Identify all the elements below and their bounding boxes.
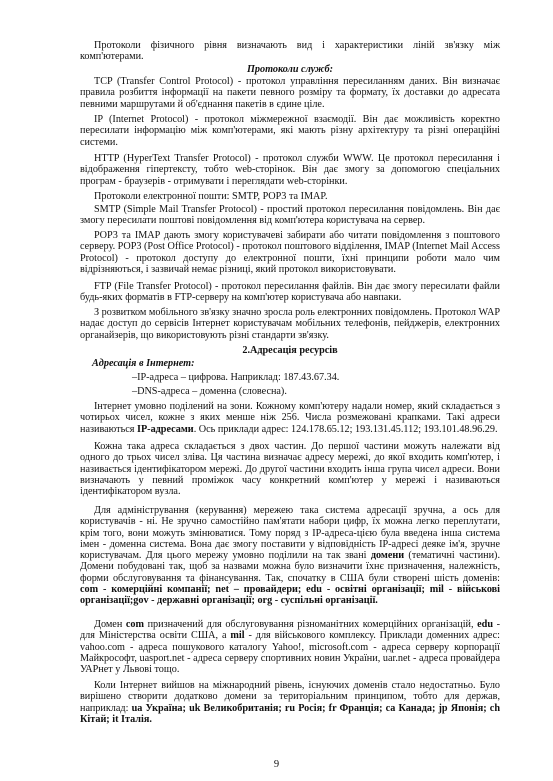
- paragraph-domain-system: [80, 505, 500, 607]
- term-ip-addresses: IP-адресами: [136, 423, 194, 435]
- zones-text-end: . Ось приклади адрес: 124.178.65.12; 193.131.45.112; 193.101.48.96.29.: [193, 423, 498, 435]
- term-mil: mil: [230, 630, 245, 642]
- domain-list-usa: com - комерційні компанії; net – провайдери; edu - освітні організації; mil - військові організації;gov - державні організації; org - суспільні організації.: [80, 584, 500, 607]
- term-domains: домени: [370, 550, 405, 562]
- paragraph-tcp: TCP (Transfer Control Protocol) - протокол управління пересиланням даних. Він визначає правила розбиття інформації на пакети певного розміру та формату, їх доставки до адресата певними маршрутами й об'єднання пакетів в єдине ціле.: [80, 76, 500, 110]
- paragraph-http: HTTP (HyperText Transfer Protocol) - протокол служби WWW. Це протокол пересилання і відображення гіпертексту, тобто web-сторінок. Він дає змогу за допомогою спеціальних програм - браузерів - отримувати і переглядати web-сторінки.: [80, 153, 500, 187]
- examples-text-1: Домен: [94, 619, 126, 630]
- list-item-ip-address: –IP-адреса – цифрова. Наприклад: 187.43.67.34.: [132, 372, 340, 383]
- term-edu: edu: [477, 619, 493, 630]
- examples-text-2: призначений для обслуговування різноманітних комерційних організацій,: [143, 619, 478, 630]
- examples-text-4: - для військового комплексу. Приклади доменних адрес: vahoo.com - адреса пошукового каталогу Yahoo!, microsoft.com - адреса серверу корпорації Майкрософт, uasport.net - адреса серверу спортивних новин України, uar.net - адреса провайдера УАРнет у Львові тощо.: [80, 630, 501, 676]
- heading-section-addressing: 2.Адресація ресурсів: [242, 345, 338, 356]
- country-domain-list: ua Україна; uk Великобританія; ru Росія; fr Франція; ca Канада; jp Японія; ch Кітай; it Італія.: [80, 702, 500, 725]
- paragraph-ip: IP (Internet Protocol) - протокол міжмережної взаємодії. Він дає можливість коректно пересилати інформацію між комп'ютерами, які мають різну архітектуру та різні операційні системи.: [80, 114, 500, 148]
- paragraph-smtp: SMTP (Simple Mail Transfer Protocol) - простий протокол пересилання повідомлень. Він дає змогу пересилати поштові повідомлення від комп'ютера користувача на сервер.: [80, 204, 500, 227]
- paragraph-mail-protocols: Протоколи електронної пошти: SMTP, POP3 та IMAP.: [94, 191, 328, 202]
- paragraph-domain-examples: [80, 619, 500, 675]
- country-text-start: Коли Інтернет вийшов на міжнародний рівень, існуючих доменів стало недостатньо. Було вирішено створити додатково домени за територіальним принципом, тобто для держав, наприклад:: [80, 680, 500, 714]
- zones-text-start: Інтернет умовно поділений на зони. Кожному комп'ютеру надали номер, який складається з чотирьох чисел, кожне з яких менше ніж 256. Числа розмежовані крапками. Такі адреси називаються: [80, 401, 500, 435]
- paragraph-physical-protocols: Протоколи фізичного рівня визначають вид і характеристики ліній зв'язку між комп'ютерами.: [80, 40, 500, 63]
- paragraph-pop3-imap: POP3 та IMAP дають змогу користувачеві забирати або читати повідомлення з поштового серверу. POP3 (Post Office Protocol) - протокол поштового відділення, IMAP (Internet Mail Access Protocol) - протокол доступу до електронної пошти, їхні принципи роботи мало чим відрізняються, і зазвичай немає різниці, який протокол використовувати.: [80, 230, 500, 275]
- paragraph-wap: З розвитком мобільного зв'язку значно зросла роль електронних повідомлень. Протокол WAP надає доступ до сервісів Інтернет користувачам мобільних телефонів, пейджерів, електронних органайзерів, що використовують різні стандарти зв'язку.: [80, 307, 500, 341]
- heading-internet-addressing: Адресація в Інтернет:: [92, 358, 195, 369]
- paragraph-ftp: FTP (File Transfer Protocol) - протокол пересилання файлів. Він дає змогу пересилати файли будь-яких форматів в FTP-серверу на комп'ютер користувача або навпаки.: [80, 281, 500, 304]
- paragraph-country-domains: [80, 680, 500, 725]
- list-item-dns-address: –DNS-адреса – доменна (словесна).: [132, 386, 287, 397]
- domain-text-start: Для адміністрування (керування) мережею така система адресації зручна, а ось для користувачів - ні. Не зручно самостійно пам'ятати набори цифр, їх можна легко переплутати, крім того, вони можуть змінюватися. Тому поряд з IP-адреса-цією була введена інша система імен - доменна система. Вона дає змогу поставити у відповідність IP-адресі деяке ім'я, зручне користувачам. Для цього мережу умовно поділили на так звані: [80, 505, 500, 562]
- page-number: 9: [273, 759, 280, 770]
- paragraph-internet-zones: [80, 401, 500, 435]
- term-com: com: [125, 619, 144, 630]
- domain-text-middle: (тематичні частини). Домени побудовані так, щоб за назвами можна було визначити їхнє призначення, належність, форми обслуговування та фінансування. Так, спочатку в США були створені шість доменів:: [80, 550, 500, 584]
- heading-service-protocols: Протоколи служб:: [247, 64, 333, 75]
- examples-text-3: - для Міністерства освіти США, а: [80, 619, 500, 642]
- paragraph-address-parts: Кожна така адреса складається з двох частин. До першої частини можуть належати від одного до трьох чисел зліва. Ця частина визначає адресу мережі, до якої входить комп'ютер, і називається ідентифікатором мережі. До другої частини входить інша група чисел адреси. Вони визначають у певний проміжок часу конкретний комп'ютер у мережі і називаються ідентифікатором вузла.: [80, 441, 500, 498]
